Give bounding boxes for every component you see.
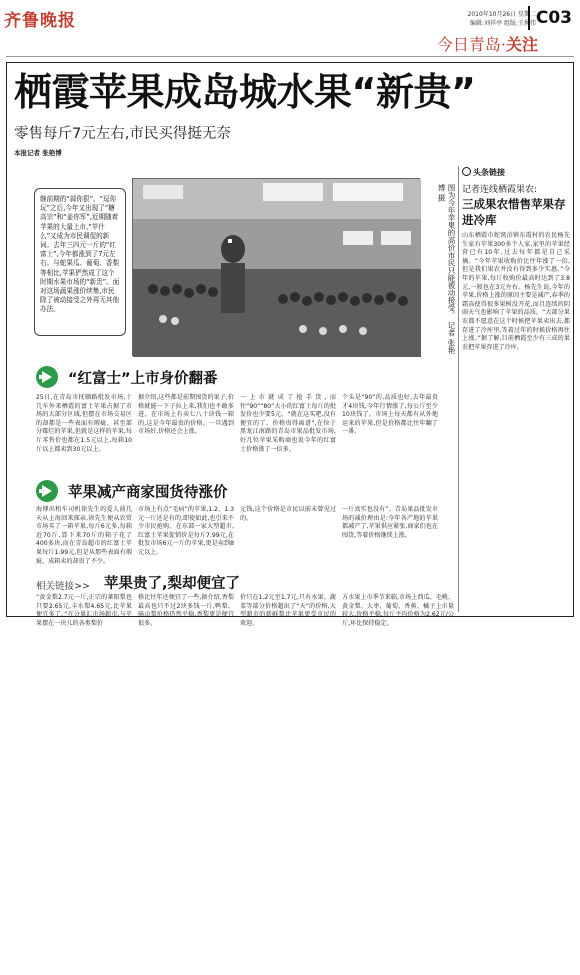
arrow-right-icon <box>36 480 58 502</box>
header-rule <box>6 56 574 57</box>
photo-caption: 图为今年苹果的高价市民只能被动接受。 记者 张艳博 摄 <box>437 184 456 354</box>
subheading-1-title: “红富士”上市身价翻番 <box>68 371 218 387</box>
section-title <box>437 32 538 55</box>
related-column-2: 格比往年还便宜了一些,据介绍,香梨最高也只不过2块多钱一斤,鸭梨、砀山梨价格仍然平稳,香梨更是便宜很多。 <box>138 594 234 627</box>
sidebar-kicker: 记者连线栖霞果农: <box>462 185 538 195</box>
section-separator: · <box>500 35 506 54</box>
section-name: 关注 <box>505 35 538 54</box>
masthead <box>0 0 580 56</box>
related-column-4: 方水果上市季节来临,市场上西瓜、毛桃、黄金梨、大枣、葡萄、香蕉、橘子上市量较大,价格平稳,每斤平均价格为2.62元/公斤,环比保持稳定。 <box>342 594 454 627</box>
arrow-right-icon <box>36 366 58 388</box>
intro-box: 继前期的“蒜你狠”、“逗你玩”之后,今年又出现了“糖高宗”和“姜你军”,近期随着苹果的大量上市,“苹什么”又成为市民调侃的新词。去年三四元一斤的“红富士”,今年都涨到了7元左右。与蛇果瓜、葡萄、香梨等相比,苹果俨然成了这个时期水果市场的“新贵”。面对这场蔬果涨价续集,市民除了被动接受之外再无其他办法。 <box>34 188 126 336</box>
section-2-column-1: 海博出租车司机徐先生的爱人前几天从上海回来探亲,徐先生便从农贸市场买了一箱苹果,每斤6元多,每箱近70斤,算下来70斤的箱子花了400多块,而在青岛超市的红富士苹果每斤1.99元,但是从那些表面有瑕疵、成箱卖的却贵了不少。 <box>36 506 132 565</box>
related-link-label: 相关链接>> <box>36 581 90 592</box>
section-1-column-1: 25日,在青岛市抚顺路批发市场,十几车外来栖霞的富士苹果占据了市场的大部分区域,但摆在市场交易区的却都是一些表面有瑕疵、甚至部分霉烂的苹果,但就是这样的苹果,每斤零售价也都在1.5元以上,每箱10斤以上都卖到30元以上。 <box>36 394 132 453</box>
section-prefix: 今日青岛 <box>436 35 501 54</box>
section-2-column-4: 一斤真实也没有”。青岛果品批发市场的减价理由是:今年各产地的苹果都减产了,苹果供应紧张,商家们也在囤货,等着价格继续上涨。 <box>342 506 438 539</box>
byline: 本报记者 张艳博 <box>14 149 62 157</box>
issue-editors: 编辑:刘祥亭 组版:王焕伟 <box>470 20 536 27</box>
sidebar-body: 山东栖霞市蛇窝泊镇东霞村的农民杨先生家有苹果300多个人家,家里的苹果经营已有10年,过去每年都是自己采摘。“今年苹果收购价比往年涨了一倍,但是我们果农并没有得到多少实惠。”今年的苹果,每斤收购价最高时达到了3.8元,一般也在3元左右。杨先生说,今年的苹果,价格上涨的原因主要是减产,春季的霜冻使得很多果树没开花,而且连续的阴雨天气也影响了苹果的品质。“大部分果农都不愿意在这个时候把苹果卖出去,都存进了冷库里,等着过年的时候价格再往上涨。”据了解,目前栖霞至少有三成的果农把苹果存进了冷库。 <box>462 232 570 351</box>
sidebar-title: 三成果农惜售苹果存进冷库 <box>462 197 566 227</box>
related-column-3: 价只在1.2元至1.7元,只有水果、蔬菜等部分价格超出了“天”的价格,大型超市的新鲜梨比苹果更受市民的欢迎。 <box>240 594 336 627</box>
section-1-column-2: 据介绍,这些都是前期囤货的果子,价格就能一下子拉上来,我们也不敢多进。在市场上有卖七八十块钱一箱的,这是今年最贵的价格。一旦遇到市场好,价格还会上涨。 <box>138 394 234 436</box>
related-title: 苹果贵了,梨却便宜了 <box>104 576 241 592</box>
section-2-column-2: 市场上有点“毛病”的苹果,1.2、1.3元一斤还是有的,即使如此,也引来不少市民抢购。在东部一家大型超市,红富士苹果促销价是每斤7.99元,在批发市场6元一斤的苹果,更是卖到8元以上。 <box>138 506 234 556</box>
newspaper-logo: 齐鲁晚报 <box>4 11 76 31</box>
subheading-2-title: 苹果减产商家囤货待涨价 <box>68 485 228 501</box>
sidebar-label: 头条链接 <box>462 167 505 178</box>
subheading-1 <box>36 366 426 390</box>
subhead: 零售每斤7元左右,市民买得挺无奈 <box>14 126 231 142</box>
issue-meta <box>436 10 536 28</box>
related-column-1: “黄金梨2.7元一斤,正宗的莱阳梨也只要2.65元,丰水梨4.65元,比苹果便宜多了。”在分果汇市场超市,与苹果摆在一块儿的各类梨价 <box>36 594 132 627</box>
issue-date: 2010年10月26日 星期二 <box>467 11 536 18</box>
section-2-column-3: 元钱,这个价格是市民以前未曾见过的。 <box>240 506 336 522</box>
market-photo-illustration <box>133 179 421 357</box>
headline: 栖霞苹果成岛城水果“新贵” <box>14 70 476 114</box>
section-1-column-4: 个头是“90”的,品质也好,去年最贵才4块钱,今年行情涨了,每公斤至少10块钱了。市场上每天都有从外地运来的苹果,但是价格都比往年翻了一番。 <box>342 394 438 436</box>
section-1-column-3: 一上市就成了抢手货,而往“90”“80”大小的红富士每斤的批发价也少要5元。“就在这买吧,没有便宜的了。价格贵得离谱”,在位于黑龙江南路的青岛市果品批发市场,好几位苹果采购商也说今年的红富士价格涨了一倍多。 <box>240 394 336 453</box>
subheading-2 <box>36 480 426 504</box>
page-number: C03 <box>528 6 572 30</box>
market-photo <box>132 178 420 356</box>
sidebar-divider <box>458 166 459 612</box>
